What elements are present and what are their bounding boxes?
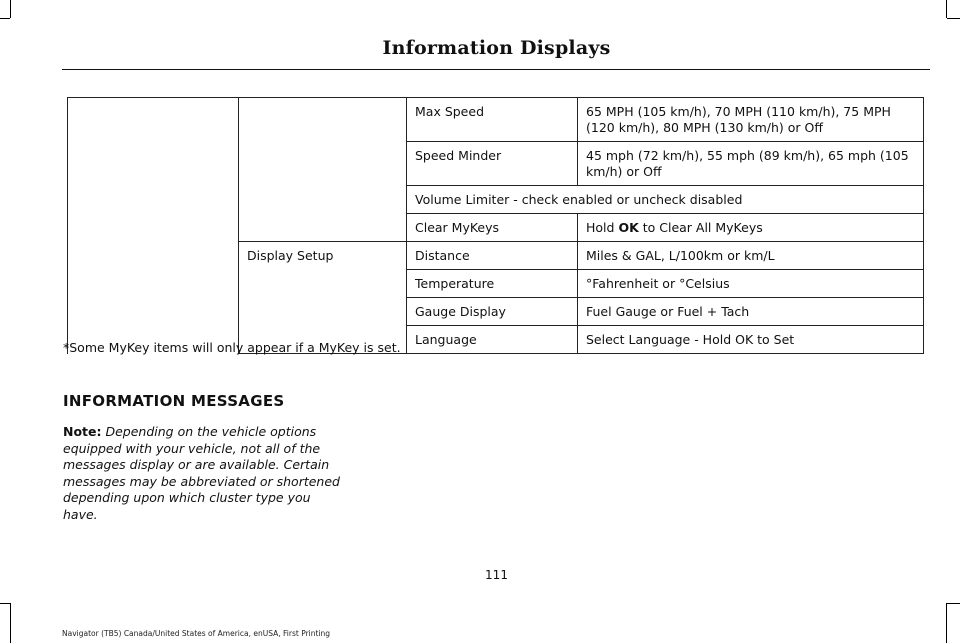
table-cell-options: 45 mph (72 km/h), 55 mph (89 km/h), 65 mph (105 km/h) or Off [578, 142, 924, 186]
table-cell-setting: Max Speed [407, 98, 578, 142]
table-cell-options: Miles & GAL, L/100km or km/L [578, 242, 924, 270]
note-paragraph [63, 424, 343, 523]
table-cell-setting: Speed Minder [407, 142, 578, 186]
note-text: Depending on the vehicle options equipped with your vehicle, not all of the messages display or are available. Certain messages may be abbreviated or shortened depending upon which cluster type you have. [63, 424, 340, 522]
page-title: Information Displays [382, 37, 611, 59]
options-prefix: Hold [586, 220, 619, 235]
title-divider [62, 69, 930, 70]
table-cell-setting: Language [407, 326, 578, 354]
table-cell-empty [239, 98, 407, 142]
crop-mark [0, 18, 10, 19]
table-cell-options: °Fahrenheit or °Celsius [578, 270, 924, 298]
footnote: *Some MyKey items will only appear if a MyKey is set. [63, 340, 401, 355]
table-cell-empty [239, 142, 407, 186]
page-number: 111 [485, 568, 508, 582]
table-cell-options: Select Language - Hold OK to Set [578, 326, 924, 354]
table-cell-options: Fuel Gauge or Fuel + Tach [578, 298, 924, 326]
table-cell-options: 65 MPH (105 km/h), 70 MPH (110 km/h), 75 MPH (120 km/h), 80 MPH (130 km/h) or Off [578, 98, 924, 142]
table-cell-setting: Gauge Display [407, 298, 578, 326]
table-row [68, 98, 924, 142]
crop-mark [0, 603, 10, 604]
table-cell-group: Display Setup [239, 242, 407, 354]
crop-mark [946, 603, 947, 643]
options-suffix: to Clear All MyKeys [638, 220, 763, 235]
crop-mark [946, 0, 947, 18]
table-cell-empty [68, 98, 239, 354]
settings-table [67, 97, 924, 354]
crop-mark [10, 603, 11, 643]
crop-mark [947, 18, 960, 19]
crop-mark [10, 0, 11, 18]
table-cell-setting: Temperature [407, 270, 578, 298]
table-cell-options [578, 214, 924, 242]
table-cell-setting: Distance [407, 242, 578, 270]
table-cell-setting: Clear MyKeys [407, 214, 578, 242]
crop-mark [947, 603, 960, 604]
section-heading: INFORMATION MESSAGES [63, 392, 285, 410]
table-cell-setting-full: Volume Limiter - check enabled or uncheck disabled [407, 186, 924, 214]
note-label: Note: [63, 424, 102, 439]
table-cell-empty [239, 214, 407, 242]
ok-button-label: OK [618, 220, 639, 235]
footer-text: Navigator (TB5) Canada/United States of America, enUSA, First Printing [62, 629, 331, 638]
table-cell-empty [239, 186, 407, 214]
